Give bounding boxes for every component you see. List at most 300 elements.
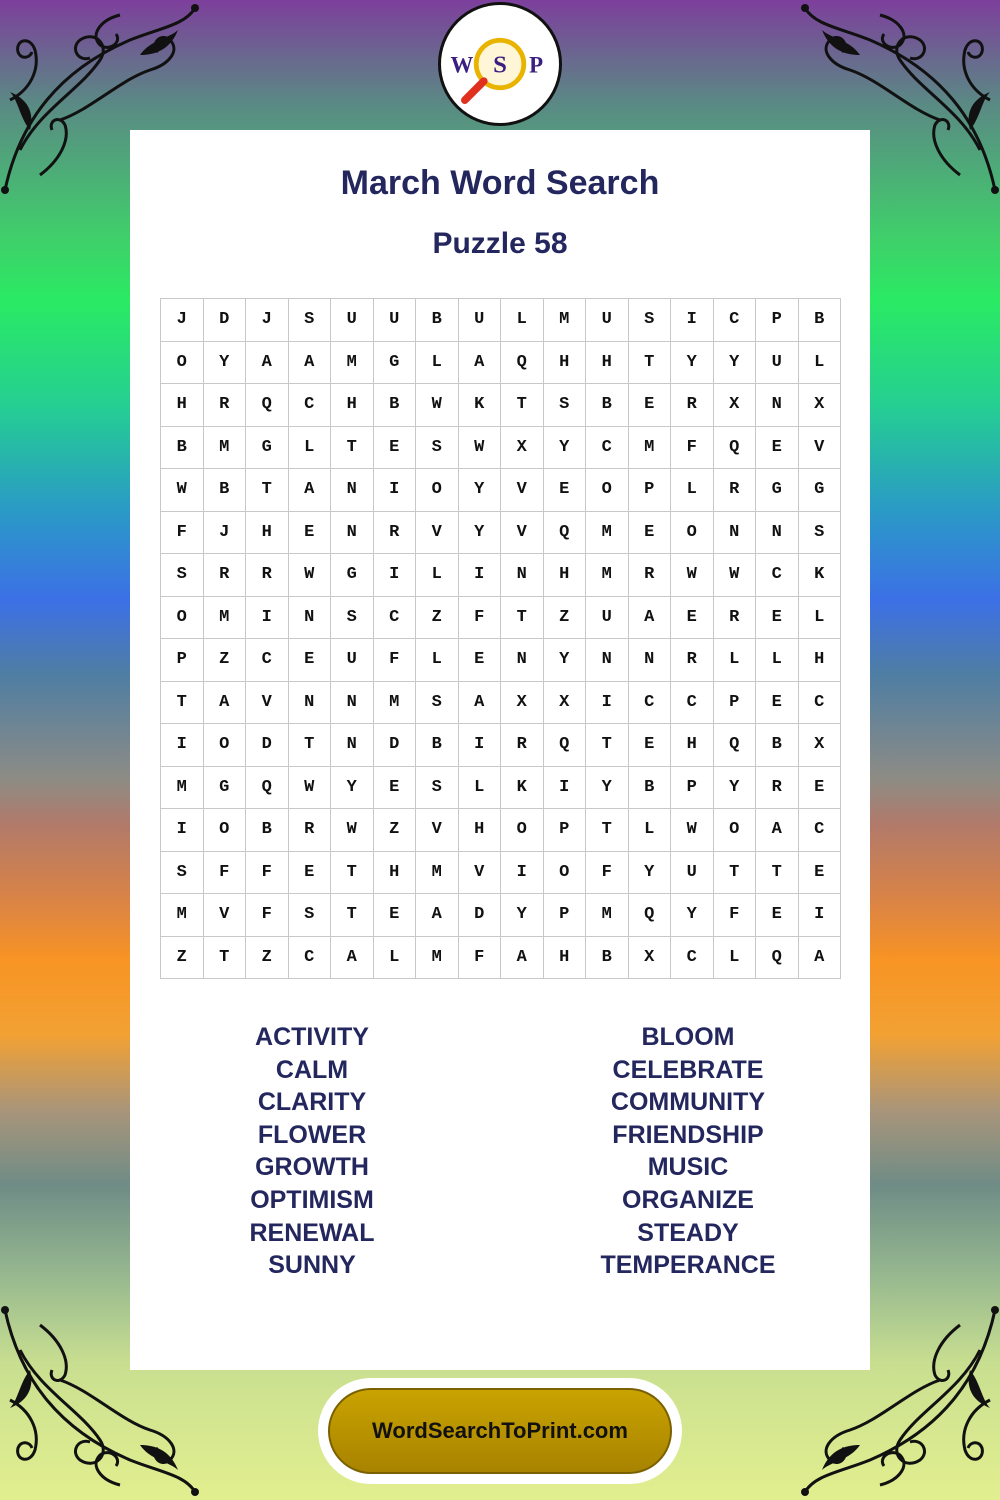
- word-list-item: ORGANIZE: [622, 1185, 754, 1214]
- grid-cell[interactable]: X: [628, 936, 671, 979]
- grid-cell[interactable]: R: [246, 554, 289, 597]
- grid-cell[interactable]: R: [756, 766, 799, 809]
- grid-cell[interactable]: I: [458, 554, 501, 597]
- grid-cell[interactable]: E: [288, 511, 331, 554]
- grid-cell[interactable]: Y: [671, 894, 714, 937]
- grid-cell[interactable]: K: [458, 384, 501, 427]
- grid-cell[interactable]: P: [756, 299, 799, 342]
- grid-cell[interactable]: T: [501, 596, 544, 639]
- grid-cell[interactable]: Z: [373, 809, 416, 852]
- grid-cell[interactable]: N: [288, 596, 331, 639]
- grid-cell[interactable]: Q: [628, 894, 671, 937]
- grid-cell[interactable]: B: [798, 299, 841, 342]
- grid-cell[interactable]: M: [203, 426, 246, 469]
- grid-cell[interactable]: C: [798, 809, 841, 852]
- grid-cell[interactable]: V: [416, 809, 459, 852]
- grid-cell[interactable]: N: [756, 384, 799, 427]
- grid-cell[interactable]: S: [161, 554, 204, 597]
- grid-cell[interactable]: O: [586, 469, 629, 512]
- grid-cell[interactable]: T: [628, 341, 671, 384]
- grid-cell[interactable]: U: [331, 639, 374, 682]
- grid-cell[interactable]: R: [671, 639, 714, 682]
- grid-cell[interactable]: W: [288, 766, 331, 809]
- grid-cell[interactable]: Y: [331, 766, 374, 809]
- grid-cell[interactable]: X: [501, 681, 544, 724]
- grid-cell[interactable]: C: [798, 681, 841, 724]
- grid-cell[interactable]: W: [161, 469, 204, 512]
- grid-cell[interactable]: F: [458, 936, 501, 979]
- grid-cell[interactable]: E: [628, 724, 671, 767]
- grid-cell[interactable]: P: [628, 469, 671, 512]
- grid-cell[interactable]: Y: [543, 639, 586, 682]
- site-link-label[interactable]: WordSearchToPrint.com: [328, 1388, 672, 1474]
- grid-cell[interactable]: O: [161, 596, 204, 639]
- grid-cell[interactable]: L: [416, 639, 459, 682]
- grid-cell[interactable]: U: [756, 341, 799, 384]
- grid-cell[interactable]: L: [756, 639, 799, 682]
- grid-cell[interactable]: W: [458, 426, 501, 469]
- grid-cell[interactable]: H: [798, 639, 841, 682]
- grid-cell[interactable]: N: [586, 639, 629, 682]
- grid-cell[interactable]: D: [246, 724, 289, 767]
- grid-cell[interactable]: G: [373, 341, 416, 384]
- grid-cell[interactable]: X: [501, 426, 544, 469]
- grid-cell[interactable]: H: [543, 936, 586, 979]
- site-link-button[interactable]: [318, 1378, 682, 1484]
- grid-cell[interactable]: Y: [203, 341, 246, 384]
- grid-cell[interactable]: Q: [756, 936, 799, 979]
- grid-cell[interactable]: E: [756, 894, 799, 937]
- grid-cell[interactable]: J: [161, 299, 204, 342]
- grid-cell[interactable]: V: [416, 511, 459, 554]
- grid-cell[interactable]: T: [331, 426, 374, 469]
- grid-cell[interactable]: R: [288, 809, 331, 852]
- grid-cell[interactable]: E: [458, 639, 501, 682]
- grid-cell[interactable]: Q: [246, 766, 289, 809]
- grid-cell[interactable]: S: [416, 766, 459, 809]
- grid-cell[interactable]: B: [373, 384, 416, 427]
- grid-cell[interactable]: Y: [501, 894, 544, 937]
- grid-cell[interactable]: T: [331, 851, 374, 894]
- grid-cell[interactable]: X: [798, 724, 841, 767]
- grid-cell[interactable]: N: [501, 639, 544, 682]
- grid-cell[interactable]: R: [671, 384, 714, 427]
- grid-row: [161, 851, 841, 894]
- grid-cell[interactable]: K: [798, 554, 841, 597]
- grid-cell[interactable]: S: [798, 511, 841, 554]
- grid-cell[interactable]: A: [246, 341, 289, 384]
- grid-cell[interactable]: E: [373, 894, 416, 937]
- grid-cell[interactable]: E: [373, 426, 416, 469]
- grid-cell[interactable]: E: [756, 681, 799, 724]
- grid-cell[interactable]: G: [798, 469, 841, 512]
- grid-cell[interactable]: R: [713, 469, 756, 512]
- grid-cell[interactable]: R: [713, 596, 756, 639]
- grid-cell[interactable]: B: [756, 724, 799, 767]
- grid-cell[interactable]: I: [671, 299, 714, 342]
- grid-cell[interactable]: O: [671, 511, 714, 554]
- grid-cell[interactable]: I: [458, 724, 501, 767]
- grid-cell[interactable]: Y: [458, 469, 501, 512]
- grid-cell[interactable]: I: [586, 681, 629, 724]
- grid-cell[interactable]: E: [373, 766, 416, 809]
- grid-cell[interactable]: V: [458, 851, 501, 894]
- grid-cell[interactable]: N: [331, 681, 374, 724]
- grid-cell[interactable]: Q: [713, 426, 756, 469]
- grid-cell[interactable]: O: [713, 809, 756, 852]
- grid-cell[interactable]: C: [756, 554, 799, 597]
- letter-grid: [160, 298, 841, 979]
- grid-cell[interactable]: R: [203, 384, 246, 427]
- grid-cell[interactable]: F: [246, 894, 289, 937]
- grid-cell[interactable]: H: [671, 724, 714, 767]
- grid-cell[interactable]: S: [288, 894, 331, 937]
- grid-cell[interactable]: O: [203, 809, 246, 852]
- grid-cell[interactable]: R: [203, 554, 246, 597]
- grid-cell[interactable]: C: [288, 936, 331, 979]
- grid-cell[interactable]: A: [288, 469, 331, 512]
- grid-cell[interactable]: D: [458, 894, 501, 937]
- grid-cell[interactable]: O: [161, 341, 204, 384]
- grid-cell[interactable]: F: [671, 426, 714, 469]
- grid-cell[interactable]: I: [543, 766, 586, 809]
- grid-cell[interactable]: K: [501, 766, 544, 809]
- grid-cell[interactable]: W: [288, 554, 331, 597]
- grid-cell[interactable]: N: [331, 724, 374, 767]
- grid-cell[interactable]: E: [288, 851, 331, 894]
- word-list-item: FLOWER: [257, 1120, 367, 1149]
- grid-cell[interactable]: R: [501, 724, 544, 767]
- grid-cell[interactable]: T: [288, 724, 331, 767]
- grid-cell[interactable]: H: [331, 384, 374, 427]
- grid-cell[interactable]: I: [161, 809, 204, 852]
- grid-cell[interactable]: A: [628, 596, 671, 639]
- grid-cell[interactable]: I: [798, 894, 841, 937]
- grid-cell[interactable]: H: [161, 384, 204, 427]
- grid-cell[interactable]: B: [416, 299, 459, 342]
- grid-cell[interactable]: N: [628, 639, 671, 682]
- grid-cell[interactable]: T: [331, 894, 374, 937]
- grid-row: [161, 724, 841, 767]
- grid-cell[interactable]: J: [203, 511, 246, 554]
- grid-cell[interactable]: X: [798, 384, 841, 427]
- grid-row: [161, 341, 841, 384]
- grid-cell[interactable]: V: [246, 681, 289, 724]
- grid-cell[interactable]: L: [288, 426, 331, 469]
- word-list-item: TEMPERANCE: [600, 1251, 776, 1280]
- grid-cell[interactable]: H: [246, 511, 289, 554]
- grid-cell[interactable]: L: [373, 936, 416, 979]
- grid-cell[interactable]: T: [713, 851, 756, 894]
- grid-cell[interactable]: C: [713, 299, 756, 342]
- grid-cell[interactable]: Q: [246, 384, 289, 427]
- puzzle-card: [130, 130, 870, 1370]
- grid-cell[interactable]: W: [671, 809, 714, 852]
- grid-cell[interactable]: C: [288, 384, 331, 427]
- grid-cell[interactable]: O: [543, 851, 586, 894]
- grid-cell[interactable]: Y: [543, 426, 586, 469]
- grid-cell[interactable]: L: [798, 341, 841, 384]
- grid-cell[interactable]: A: [458, 341, 501, 384]
- grid-cell[interactable]: O: [203, 724, 246, 767]
- grid-cell[interactable]: F: [713, 894, 756, 937]
- grid-row: [161, 936, 841, 979]
- grid-row: [161, 894, 841, 937]
- grid-cell[interactable]: C: [373, 596, 416, 639]
- grid-cell[interactable]: N: [331, 469, 374, 512]
- grid-cell[interactable]: M: [416, 851, 459, 894]
- grid-cell[interactable]: A: [501, 936, 544, 979]
- grid-cell[interactable]: Z: [543, 596, 586, 639]
- grid-row: [161, 426, 841, 469]
- grid-cell[interactable]: Y: [713, 341, 756, 384]
- grid-cell[interactable]: E: [628, 511, 671, 554]
- word-list-left: [162, 1021, 462, 1282]
- grid-cell[interactable]: A: [416, 894, 459, 937]
- grid-cell[interactable]: I: [501, 851, 544, 894]
- word-list-item: CLARITY: [257, 1088, 367, 1117]
- grid-cell[interactable]: L: [713, 639, 756, 682]
- grid-cell[interactable]: Q: [543, 511, 586, 554]
- grid-cell[interactable]: B: [586, 936, 629, 979]
- grid-cell[interactable]: G: [246, 426, 289, 469]
- word-list-item: RENEWAL: [249, 1218, 375, 1247]
- grid-cell[interactable]: M: [586, 554, 629, 597]
- grid-cell[interactable]: Q: [713, 724, 756, 767]
- logo-letter-w: W: [450, 52, 474, 78]
- grid-cell[interactable]: I: [373, 554, 416, 597]
- grid-cell[interactable]: I: [246, 596, 289, 639]
- grid-cell[interactable]: E: [671, 596, 714, 639]
- word-list-item: COMMUNITY: [610, 1088, 766, 1117]
- grid-cell[interactable]: V: [501, 511, 544, 554]
- grid-cell[interactable]: L: [671, 469, 714, 512]
- grid-cell[interactable]: L: [628, 809, 671, 852]
- grid-row: [161, 766, 841, 809]
- grid-cell[interactable]: T: [586, 809, 629, 852]
- grid-cell[interactable]: Z: [203, 639, 246, 682]
- page-title: March Word Search: [340, 164, 660, 202]
- grid-cell[interactable]: W: [671, 554, 714, 597]
- grid-cell[interactable]: M: [203, 596, 246, 639]
- grid-row: [161, 299, 841, 342]
- grid-cell[interactable]: S: [416, 426, 459, 469]
- grid-cell[interactable]: O: [501, 809, 544, 852]
- grid-cell[interactable]: S: [161, 851, 204, 894]
- grid-cell[interactable]: F: [373, 639, 416, 682]
- grid-cell[interactable]: N: [331, 511, 374, 554]
- grid-cell[interactable]: V: [501, 469, 544, 512]
- grid-cell[interactable]: M: [416, 936, 459, 979]
- grid-cell[interactable]: P: [713, 681, 756, 724]
- grid-cell[interactable]: S: [331, 596, 374, 639]
- grid-cell[interactable]: U: [458, 299, 501, 342]
- grid-cell[interactable]: H: [373, 851, 416, 894]
- grid-cell[interactable]: O: [416, 469, 459, 512]
- grid-cell[interactable]: V: [798, 426, 841, 469]
- word-list-item: GROWTH: [255, 1153, 369, 1182]
- grid-cell[interactable]: M: [586, 511, 629, 554]
- grid-cell[interactable]: E: [756, 426, 799, 469]
- grid-cell[interactable]: G: [331, 554, 374, 597]
- grid-cell[interactable]: W: [713, 554, 756, 597]
- grid-cell[interactable]: M: [543, 299, 586, 342]
- grid-cell[interactable]: U: [586, 299, 629, 342]
- grid-row: [161, 384, 841, 427]
- grid-cell[interactable]: B: [246, 809, 289, 852]
- grid-cell[interactable]: B: [586, 384, 629, 427]
- grid-cell[interactable]: R: [373, 511, 416, 554]
- grid-cell[interactable]: Q: [543, 724, 586, 767]
- grid-cell[interactable]: N: [288, 681, 331, 724]
- grid-cell[interactable]: V: [203, 894, 246, 937]
- grid-cell[interactable]: Y: [458, 511, 501, 554]
- grid-cell[interactable]: U: [373, 299, 416, 342]
- word-list-item: FRIENDSHIP: [612, 1120, 764, 1149]
- grid-cell[interactable]: A: [203, 681, 246, 724]
- grid-cell[interactable]: E: [798, 766, 841, 809]
- grid-cell[interactable]: I: [161, 724, 204, 767]
- grid-cell[interactable]: U: [331, 299, 374, 342]
- grid-cell[interactable]: A: [458, 681, 501, 724]
- grid-cell[interactable]: B: [628, 766, 671, 809]
- grid-cell[interactable]: H: [543, 341, 586, 384]
- grid-cell[interactable]: J: [246, 299, 289, 342]
- grid-cell[interactable]: B: [416, 724, 459, 767]
- grid-cell[interactable]: M: [628, 426, 671, 469]
- grid-cell[interactable]: B: [161, 426, 204, 469]
- grid-cell[interactable]: D: [203, 299, 246, 342]
- word-list-item: OPTIMISM: [250, 1185, 374, 1214]
- logo-letter-s: S: [493, 51, 507, 79]
- grid-cell[interactable]: S: [543, 384, 586, 427]
- grid-cell[interactable]: F: [586, 851, 629, 894]
- grid-cell[interactable]: S: [416, 681, 459, 724]
- word-list-item: STEADY: [637, 1218, 739, 1247]
- grid-cell[interactable]: G: [756, 469, 799, 512]
- grid-cell[interactable]: W: [331, 809, 374, 852]
- grid-row: [161, 554, 841, 597]
- grid-cell[interactable]: C: [586, 426, 629, 469]
- grid-cell[interactable]: E: [288, 639, 331, 682]
- grid-cell[interactable]: U: [586, 596, 629, 639]
- grid-cell[interactable]: L: [416, 554, 459, 597]
- grid-cell[interactable]: F: [458, 596, 501, 639]
- grid-row: [161, 469, 841, 512]
- grid-cell[interactable]: T: [161, 681, 204, 724]
- grid-cell[interactable]: C: [246, 639, 289, 682]
- grid-cell[interactable]: L: [798, 596, 841, 639]
- grid-cell[interactable]: A: [756, 809, 799, 852]
- wsp-logo[interactable]: [438, 2, 562, 126]
- grid-cell[interactable]: T: [756, 851, 799, 894]
- grid-cell[interactable]: A: [798, 936, 841, 979]
- grid-cell[interactable]: T: [586, 724, 629, 767]
- grid-cell[interactable]: C: [671, 681, 714, 724]
- grid-cell[interactable]: M: [161, 766, 204, 809]
- grid-row: [161, 596, 841, 639]
- grid-cell[interactable]: T: [246, 469, 289, 512]
- grid-cell[interactable]: E: [798, 851, 841, 894]
- grid-cell[interactable]: H: [586, 341, 629, 384]
- grid-cell[interactable]: F: [203, 851, 246, 894]
- grid-cell[interactable]: E: [628, 384, 671, 427]
- grid-cell[interactable]: Q: [501, 341, 544, 384]
- puzzle-number: Puzzle 58: [432, 227, 568, 260]
- grid-cell[interactable]: M: [586, 894, 629, 937]
- grid-cell[interactable]: A: [288, 341, 331, 384]
- grid-cell[interactable]: N: [756, 511, 799, 554]
- grid-cell[interactable]: L: [501, 299, 544, 342]
- grid-cell[interactable]: M: [331, 341, 374, 384]
- grid-cell[interactable]: I: [373, 469, 416, 512]
- grid-cell[interactable]: X: [713, 384, 756, 427]
- grid-cell[interactable]: U: [671, 851, 714, 894]
- grid-cell[interactable]: S: [628, 299, 671, 342]
- grid-cell[interactable]: F: [161, 511, 204, 554]
- grid-cell[interactable]: Z: [161, 936, 204, 979]
- grid-row: [161, 681, 841, 724]
- grid-cell[interactable]: Y: [671, 341, 714, 384]
- grid-cell[interactable]: M: [161, 894, 204, 937]
- grid-cell[interactable]: E: [543, 469, 586, 512]
- grid-cell[interactable]: Z: [416, 596, 459, 639]
- word-list-item: MUSIC: [647, 1153, 729, 1182]
- grid-cell[interactable]: S: [288, 299, 331, 342]
- grid-cell[interactable]: Y: [628, 851, 671, 894]
- grid-cell[interactable]: N: [501, 554, 544, 597]
- grid-cell[interactable]: F: [246, 851, 289, 894]
- grid-cell[interactable]: X: [543, 681, 586, 724]
- grid-cell[interactable]: M: [373, 681, 416, 724]
- grid-cell[interactable]: D: [373, 724, 416, 767]
- grid-cell[interactable]: T: [501, 384, 544, 427]
- grid-cell[interactable]: C: [671, 936, 714, 979]
- grid-cell[interactable]: Y: [713, 766, 756, 809]
- grid-row: [161, 809, 841, 852]
- word-list-item: ACTIVITY: [255, 1023, 369, 1051]
- grid-cell[interactable]: G: [203, 766, 246, 809]
- grid-cell[interactable]: L: [458, 766, 501, 809]
- grid-cell[interactable]: W: [416, 384, 459, 427]
- magnifier-logo-icon: [441, 5, 559, 123]
- grid-cell[interactable]: N: [713, 511, 756, 554]
- grid-cell[interactable]: P: [671, 766, 714, 809]
- grid-cell[interactable]: P: [161, 639, 204, 682]
- grid-cell[interactable]: A: [331, 936, 374, 979]
- grid-cell[interactable]: E: [756, 596, 799, 639]
- grid-cell[interactable]: P: [543, 809, 586, 852]
- word-list-item: BLOOM: [641, 1023, 735, 1051]
- word-list-item: CALM: [275, 1055, 349, 1084]
- grid-cell[interactable]: P: [543, 894, 586, 937]
- grid-cell[interactable]: T: [203, 936, 246, 979]
- grid-cell[interactable]: L: [713, 936, 756, 979]
- grid-cell[interactable]: R: [628, 554, 671, 597]
- grid-cell[interactable]: H: [458, 809, 501, 852]
- grid-row: [161, 639, 841, 682]
- word-list-item: SUNNY: [268, 1251, 356, 1280]
- grid-cell[interactable]: B: [203, 469, 246, 512]
- grid-cell[interactable]: H: [543, 554, 586, 597]
- grid-row: [161, 511, 841, 554]
- grid-cell[interactable]: Z: [246, 936, 289, 979]
- grid-cell[interactable]: C: [628, 681, 671, 724]
- grid-cell[interactable]: Y: [586, 766, 629, 809]
- word-list-item: CELEBRATE: [612, 1055, 764, 1084]
- grid-cell[interactable]: L: [416, 341, 459, 384]
- word-list-right: [538, 1021, 838, 1282]
